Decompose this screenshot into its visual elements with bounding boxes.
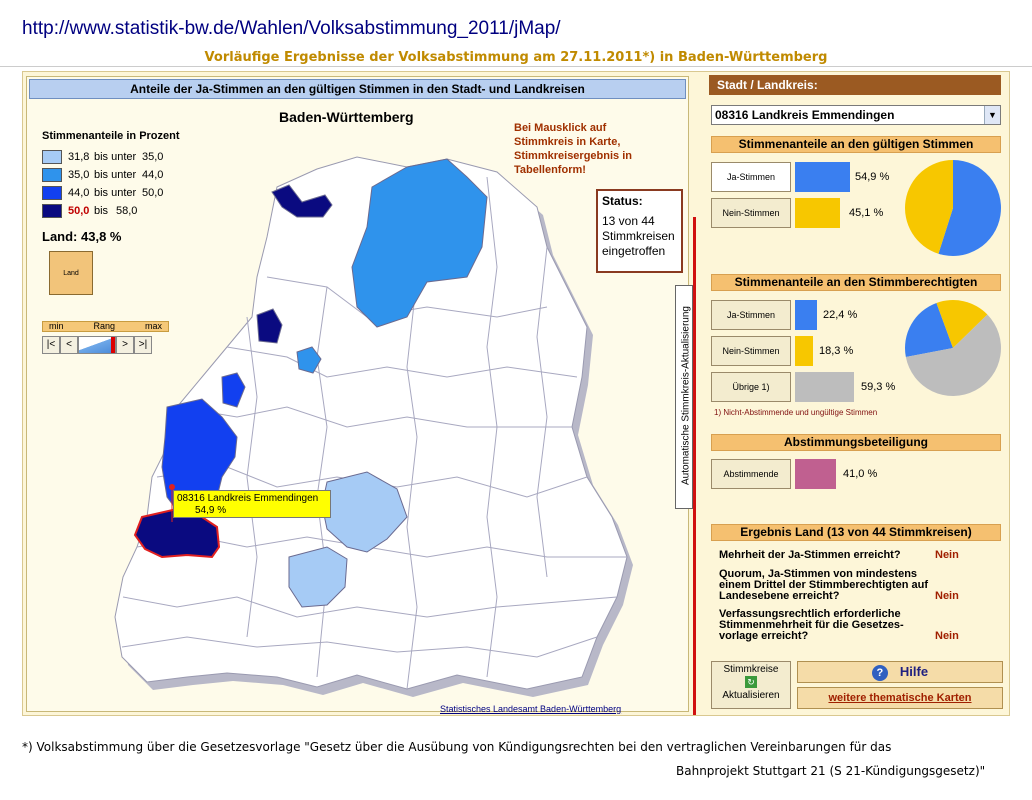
status-text: 13 von 44 Stimmkreisen eingetroffen [602,214,675,258]
next-button[interactable]: > [116,336,134,354]
eligible-header: Stimmenanteile an den Stimmberechtigten [711,274,1001,291]
turnout-value: 41,0 % [843,468,878,480]
legend-low: 35,0 [68,169,90,181]
legend-low: 44,0 [68,187,90,199]
legend-swatch [42,204,62,218]
other-eligible-value: 59,3 % [861,381,896,393]
page-subtitle: Vorläufige Ergebnisse der Volksabstimmung am 27.11.2011*) in Baden-Württemberg [204,50,828,65]
map-title: Baden-Württemberg [279,109,414,125]
legend-mid: bis unter [94,151,137,163]
rank-slider[interactable] [78,336,116,354]
legend-row [42,149,163,165]
legend-mid: bis unter [94,169,137,181]
legend-swatch [42,186,62,200]
last-button[interactable]: >| [134,336,152,354]
map-application [22,71,1010,716]
legend-row [42,185,163,201]
panel-separator [693,217,696,715]
range-min-label: min [49,321,64,331]
tooltip-name: 08316 Landkreis Emmendingen [177,493,319,504]
nein-eligible-bar [795,336,813,366]
range-max-label: max [144,321,162,331]
result-question-2: Quorum, Ja-Stimmen von mindestens einem Drittel der Stimmberechtigten auf Landesebene erreicht? [719,568,929,602]
first-button[interactable]: |< [42,336,60,354]
refresh-button[interactable] [711,661,791,709]
help-button[interactable] [797,661,1003,683]
turnout-header: Abstimmungsbeteiligung [711,434,1001,451]
legend-high: 58,0 [116,205,138,217]
kreis-select[interactable] [711,105,1001,125]
ja-eligible-value: 22,4 % [823,309,858,321]
nein-valid-bar [795,198,840,228]
legend-low: 31,8 [68,151,90,163]
divider [0,66,1032,67]
other-eligible-bar [795,372,854,402]
result-answer-3: Nein [935,630,959,642]
rank-controls [42,336,152,354]
help-label: Hilfe [899,664,929,679]
legend-mid: bis unter [94,187,137,199]
ja-button[interactable]: Ja-Stimmen [711,162,791,192]
ja-eligible-bar [795,300,817,330]
chevron-down-icon[interactable]: ▼ [984,106,1000,124]
turnout-button[interactable]: Abstimmende [711,459,791,489]
result-question-3: Verfassungsrechtlich erforderliche Stimmenmehrheit für die Gesetzes-vorlage erreicht? [719,608,904,642]
rank-range-bar [42,321,169,332]
legend-high: 50,0 [142,187,164,199]
kreis-header: Stadt / Landkreis: [709,75,1001,95]
nein-button[interactable]: Nein-Stimmen [711,198,791,228]
prev-button[interactable]: < [60,336,78,354]
footnote-line-2: Bahnprojekt Stuttgart 21 (S 21-Kündigungsgesetz)" [676,764,986,778]
range-rang-label: Rang [93,321,115,331]
legend-swatch [42,150,62,164]
map-panel [26,76,692,714]
help-icon: ? [872,665,888,681]
eligible-pie [903,298,1003,398]
legend-row [42,167,163,183]
land-result [42,229,122,244]
valid-votes-header: Stimmenanteile an den gültigen Stimmen [711,136,1001,153]
land-icon-label: Land [63,270,79,277]
footnote-line-1: *) Volksabstimmung über die Gesetzesvorlage "Gesetz über die Ausübung von Kündigungsrechten bei den vertraglichen Vereinbarungen für das [22,740,892,754]
land-label: Land: [42,229,78,244]
source-link[interactable]: Statistisches Landesamt Baden-Württemberg [440,704,622,714]
ja-eligible-button[interactable]: Ja-Stimmen [711,300,791,330]
legend-high: 35,0 [142,151,164,163]
eligible-footnote: 1) Nicht-Abstimmende und ungültige Stimmen [714,408,878,417]
refresh-icon: ↻ [745,676,757,688]
district-tooltip [173,490,331,518]
land-map-icon[interactable] [49,251,93,295]
nein-valid-value: 45,1 % [849,207,884,219]
tooltip-value: 54,9 % [195,505,227,516]
ja-valid-bar [795,162,850,192]
auto-update-label: Automatische Stimmkreis-Aktualisierung [680,306,692,485]
result-header: Ergebnis Land (13 von 44 Stimmkreisen) [711,524,1001,541]
nein-eligible-button[interactable]: Nein-Stimmen [711,336,791,366]
other-eligible-button[interactable]: Übrige 1) [711,372,791,402]
nein-eligible-value: 18,3 % [819,345,854,357]
legend-low: 50,0 [68,205,90,217]
legend-title: Stimmenanteile in Prozent [42,130,180,142]
legend-mid: bis [94,205,109,217]
legend-swatch [42,168,62,182]
map-header: Anteile der Ja-Stimmen an den gültigen Stimmen in den Stadt- und Landkreisen [29,79,686,99]
result-answer-2: Nein [935,590,959,602]
more-maps-link[interactable]: weitere thematische Karten [797,687,1003,709]
refresh-label-bottom: Aktualisieren [722,690,780,701]
valid-votes-pie [903,158,1003,258]
legend-high: 44,0 [142,169,164,181]
ja-valid-value: 54,9 % [855,171,890,183]
turnout-bar [795,459,836,489]
result-question-1: Mehrheit der Ja-Stimmen erreicht? [719,549,901,561]
status-title: Status: [602,194,643,208]
legend-row [42,203,137,219]
status-box [596,189,683,273]
slider-knob[interactable] [111,337,115,353]
click-hint: Bei Mausklick auf Stimmkreis in Karte, Stimmkreisergebnis in Tabellenform! [514,122,632,176]
land-value: 43,8 % [81,229,122,244]
result-answer-1: Nein [935,549,959,561]
page-url: http://www.statistik-bw.de/Wahlen/Volksabstimmung_2011/jMap/ [22,18,561,39]
kreis-select-value: 08316 Landkreis Emmendingen [715,108,895,122]
auto-update-toggle[interactable] [675,285,693,509]
refresh-label-top: Stimmkreise [723,664,779,675]
